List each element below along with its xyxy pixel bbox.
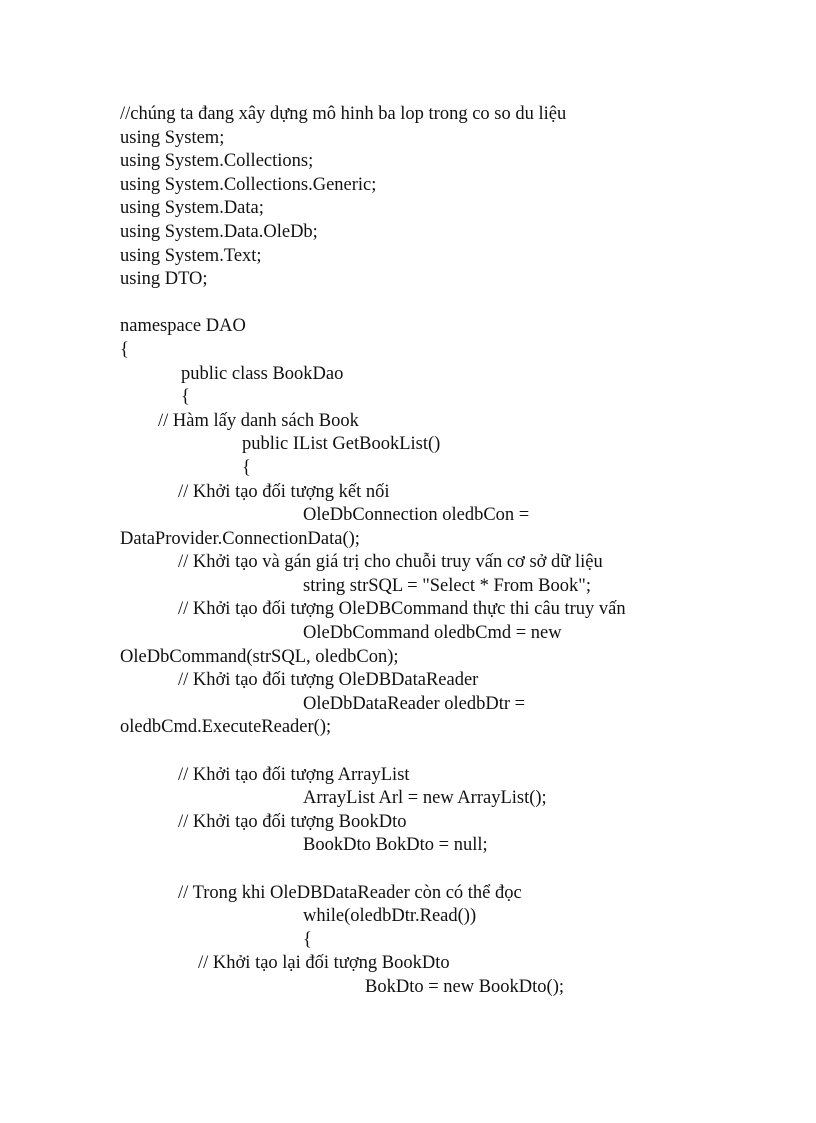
using-statement: using System.Data.OleDb;	[120, 221, 318, 242]
comment-line: // Hàm lấy danh sách Book	[158, 410, 359, 431]
code-statement: string strSQL = "Select * From Book";	[303, 575, 591, 596]
code-statement: BokDto = new BookDto();	[365, 976, 565, 997]
blank-line	[120, 740, 780, 764]
open-brace: {	[303, 929, 312, 950]
using-statement: using System.Data;	[120, 198, 264, 219]
comment-line: // Khởi tạo đối tượng OleDBCommand thực thi câu truy vấn	[178, 599, 626, 620]
code-statement: BookDto BokDto = null;	[303, 835, 488, 856]
code-statement: OleDbDataReader oledbDtr =	[303, 693, 526, 714]
using-statement: using DTO;	[120, 269, 208, 290]
code-statement: OleDbConnection oledbCon =	[303, 505, 530, 526]
open-brace: {	[181, 387, 190, 408]
code-listing	[120, 103, 780, 1000]
class-declaration: public class BookDao	[181, 363, 344, 384]
comment-line: // Khởi tạo và gán giá trị cho chuỗi truy vấn cơ sở dữ liệu	[178, 552, 603, 573]
namespace-declaration: namespace DAO	[120, 316, 246, 337]
comment-line: // Khởi tạo đối tượng ArrayList	[178, 764, 410, 785]
code-statement-continuation: OleDbCommand(strSQL, oledbCon);	[120, 646, 399, 667]
blank-line	[120, 858, 780, 882]
comment-line: // Trong khi OleDBDataReader còn có thể đọc	[178, 882, 522, 903]
blank-line	[120, 292, 780, 316]
code-statement: while(oledbDtr.Read())	[303, 906, 477, 927]
using-statement: using System.Collections.Generic;	[120, 174, 377, 195]
open-brace: {	[120, 339, 129, 360]
comment-line: // Khởi tạo đối tượng BookDto	[178, 811, 407, 832]
code-statement-continuation: oledbCmd.ExecuteReader();	[120, 717, 332, 738]
using-statement: using System;	[120, 127, 225, 148]
code-statement: OleDbCommand oledbCmd = new	[303, 623, 562, 644]
using-statement: using System.Text;	[120, 245, 262, 266]
code-statement-continuation: DataProvider.ConnectionData();	[120, 528, 360, 549]
code-statement: ArrayList Arl = new ArrayList();	[303, 788, 547, 809]
comment-line: //chúng ta đang xây dựng mô hinh ba lop trong co so du liệu	[120, 104, 567, 124]
comment-line: // Khởi tạo đối tượng kết nối	[178, 481, 390, 502]
open-brace: {	[242, 457, 251, 478]
comment-line: // Khởi tạo đối tượng OleDBDataReader	[178, 670, 479, 691]
using-statement: using System.Collections;	[120, 151, 314, 172]
method-declaration: public IList GetBookList()	[242, 434, 441, 455]
comment-line: // Khởi tạo lại đối tượng BookDto	[198, 953, 450, 974]
